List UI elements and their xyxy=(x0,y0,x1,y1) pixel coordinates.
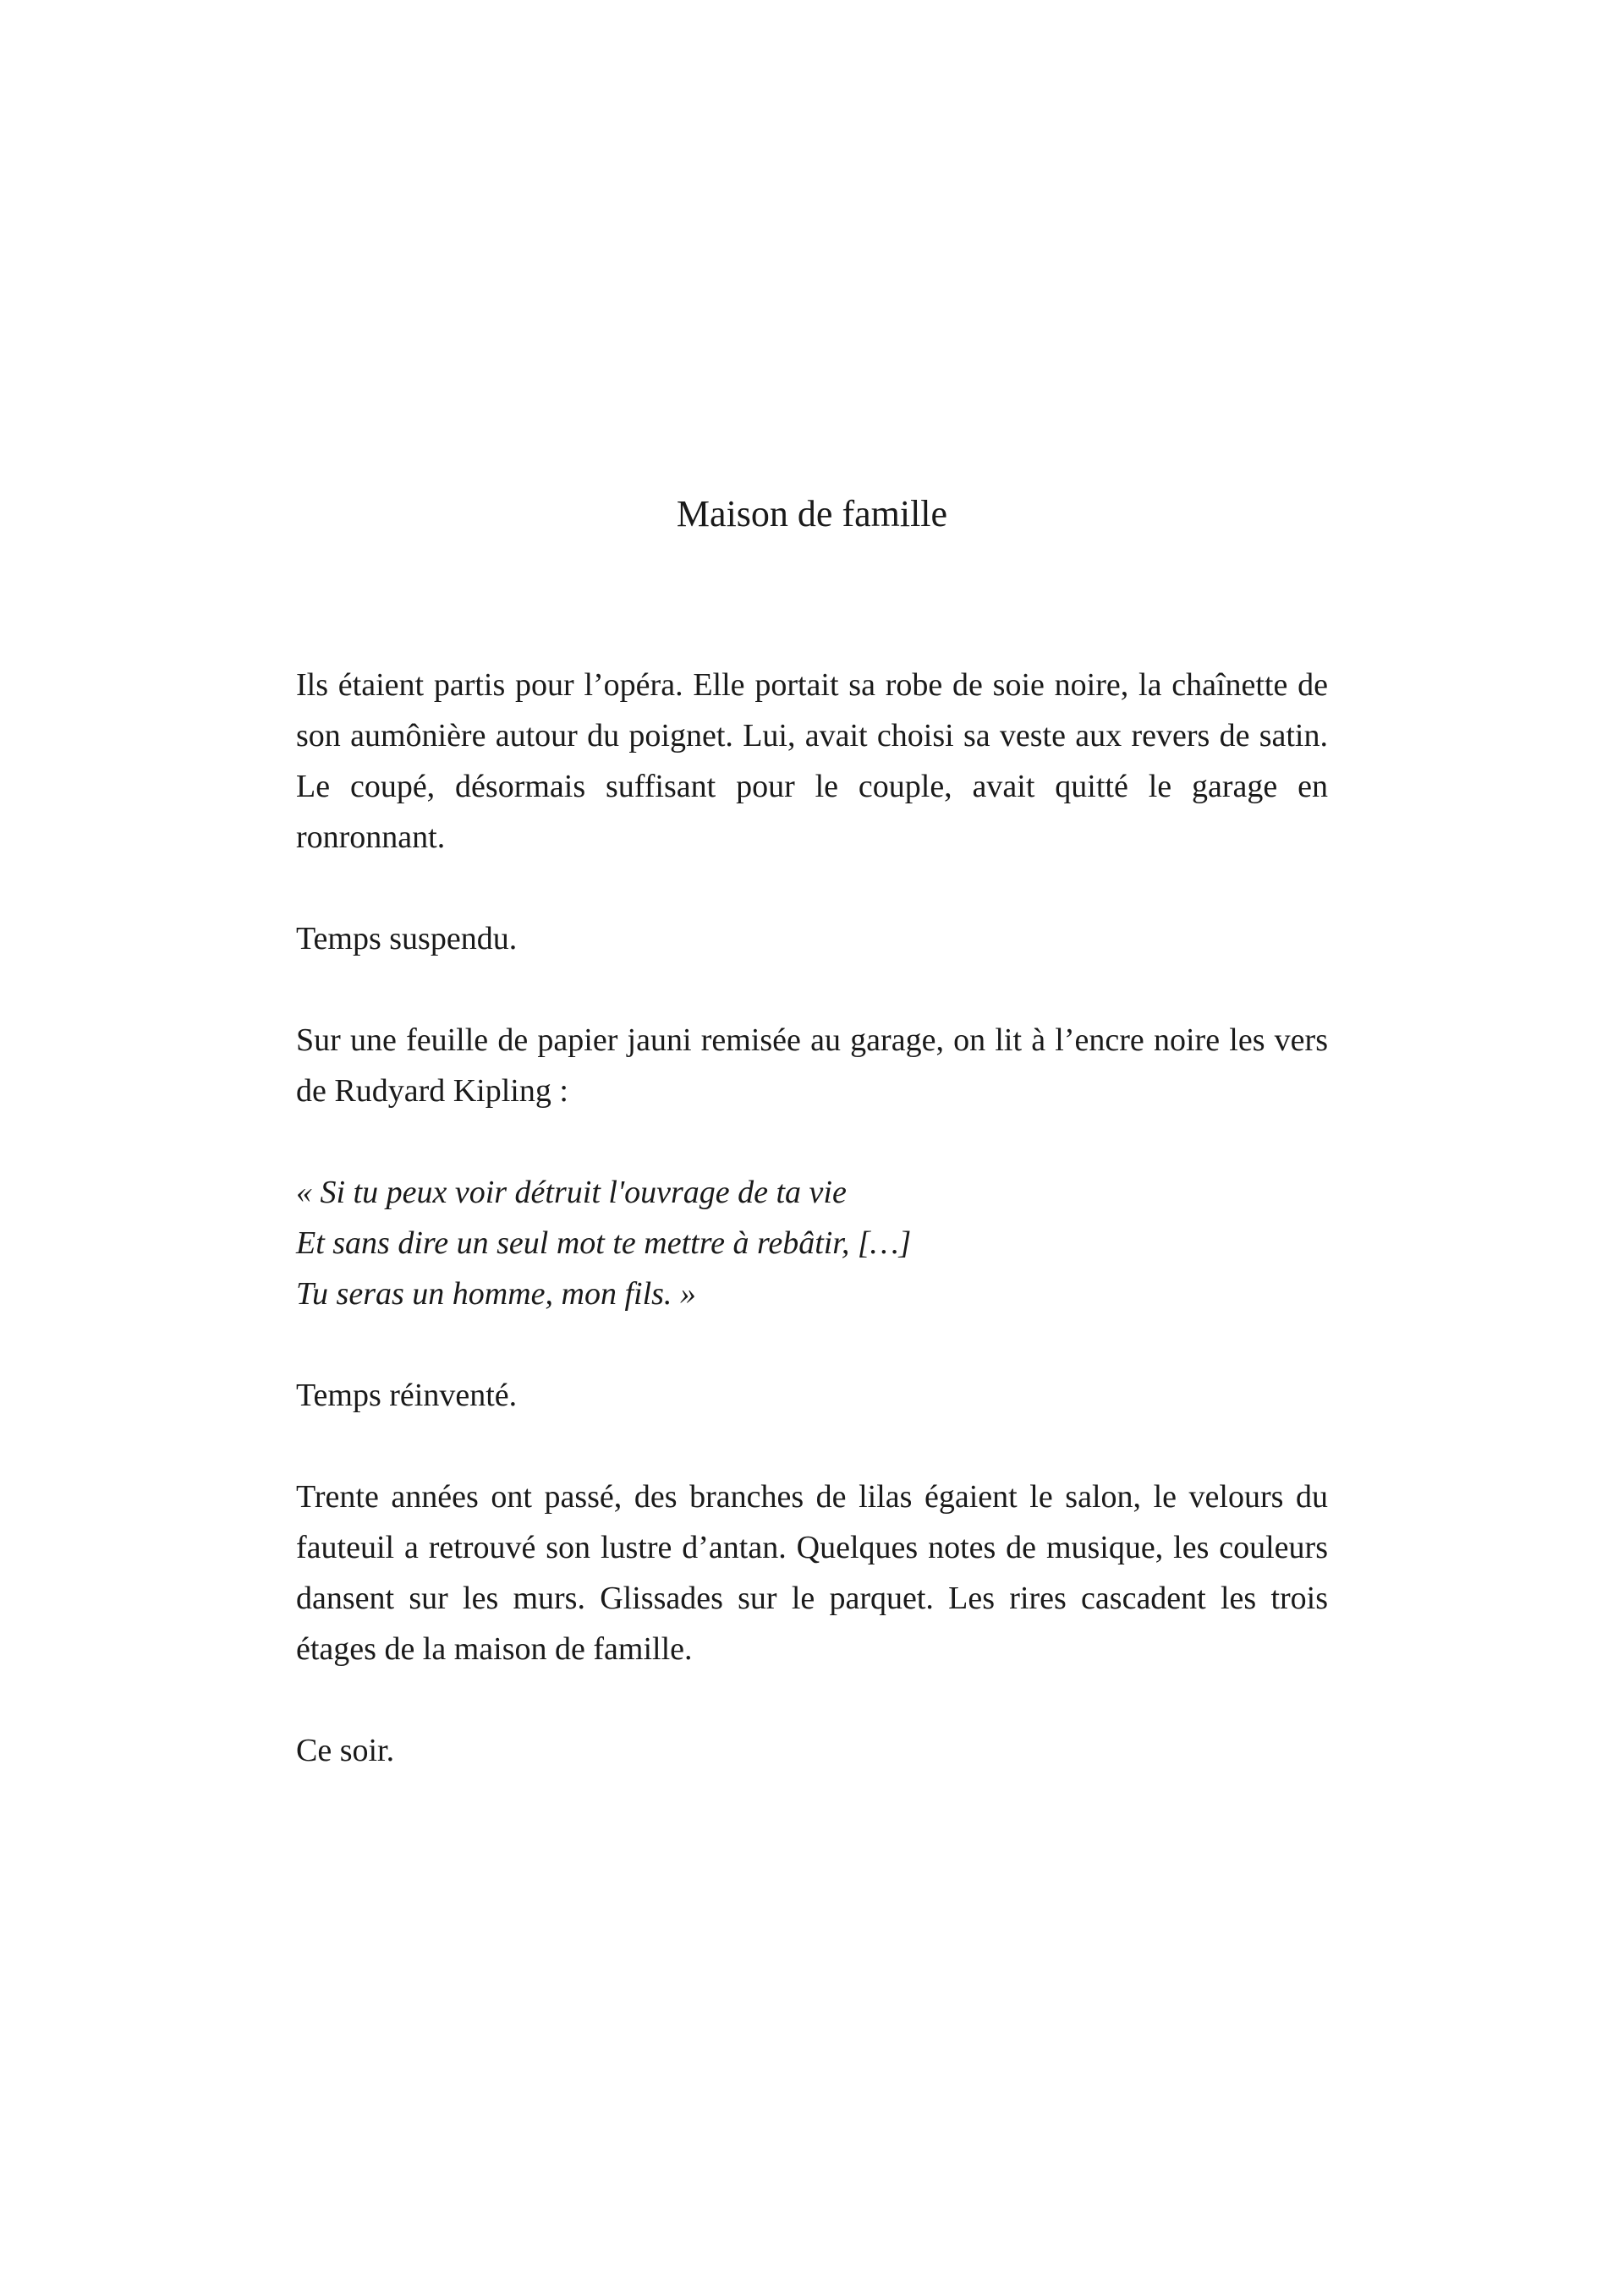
paragraph-ce-soir: Ce soir. xyxy=(296,1733,395,1768)
kipling-verse xyxy=(296,1167,1328,1319)
paragraph-temps-suspendu: Temps suspendu. xyxy=(296,921,518,956)
paragraph-temps-reinvente: Temps réinventé. xyxy=(296,1378,518,1413)
verse-line: Et sans dire un seul mot te mettre à rebâtir, […] xyxy=(296,1225,912,1261)
paragraph-departure: Ils étaient partis pour l’opéra. Elle portait sa robe de soie noire, la chaînette de son aumônière autour du poignet. Lui, avait choisi sa veste aux revers de satin. Le coupé, désormais suffisant pour le couple, avait quitté le garage en ronronnant. xyxy=(296,667,1328,855)
paragraph-trente-annees: Trente années ont passé, des branches de lilas égaient le salon, le velours du fauteuil a retrouvé son lustre d’antan. Quelques notes de musique, les couleurs dansent sur les murs. Glissades sur le parquet. Les rires cascadent les trois étages de la maison de famille. xyxy=(296,1479,1328,1667)
paragraph-kipling-intro: Sur une feuille de papier jauni remisée au garage, on lit à l’encre noire les vers de Rudyard Kipling : xyxy=(296,1022,1328,1109)
document-title: Maison de famille xyxy=(676,493,948,534)
verse-line: Tu seras un homme, mon fils. » xyxy=(296,1276,696,1312)
verse-line: « Si tu peux voir détruit l'ouvrage de ta vie xyxy=(296,1175,847,1210)
document-body xyxy=(296,660,1328,1827)
